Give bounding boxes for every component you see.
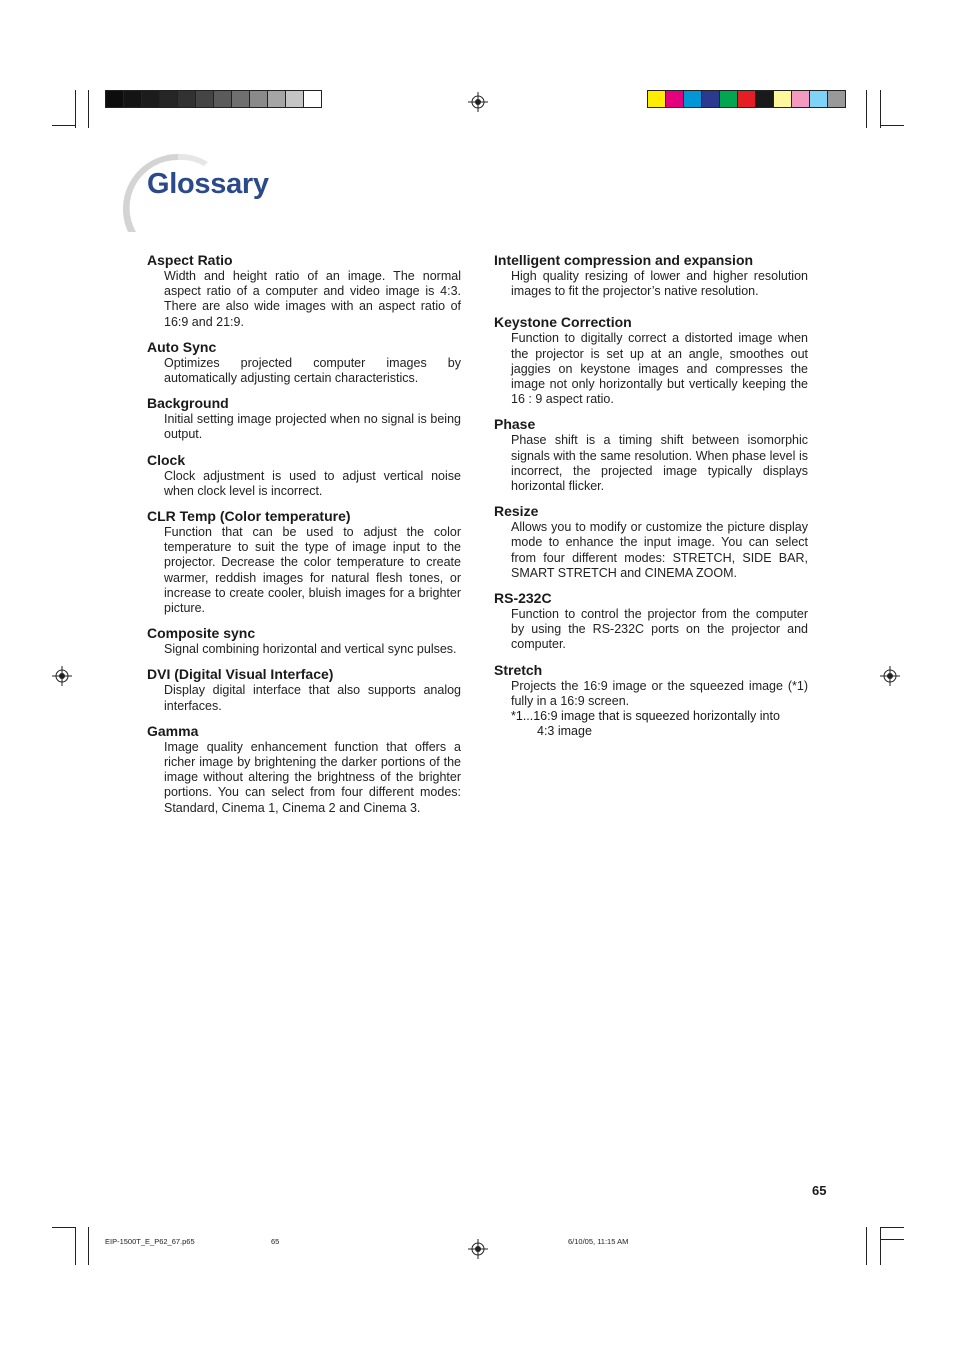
crop-mark (52, 125, 76, 126)
glossary-entry (494, 502, 808, 581)
page-number: 65 (812, 1183, 827, 1198)
crop-mark (880, 1227, 904, 1228)
footer-timestamp: 6/10/05, 11:15 AM (568, 1237, 629, 1246)
color-swatch (196, 91, 214, 107)
crop-mark (75, 90, 76, 128)
glossary-entry (147, 251, 461, 330)
glossary-definition: Width and height ratio of an image. The normal aspect ratio of a computer and video image is 4:3. There are also wide images with an aspect ratio of 16:9 and 21:9. (164, 269, 461, 329)
glossary-entry (147, 624, 461, 657)
glossary-entry (494, 589, 808, 653)
color-swatch (106, 91, 124, 107)
grayscale-calibration-bar (105, 90, 322, 108)
registration-target-icon (468, 92, 488, 112)
color-swatch (738, 91, 756, 107)
crop-mark (88, 90, 89, 128)
glossary-term: Background (147, 395, 229, 412)
color-swatch (178, 91, 196, 107)
footer-page: 65 (271, 1237, 280, 1246)
crop-mark (75, 1227, 76, 1265)
color-swatch (756, 91, 774, 107)
glossary-definition: Image quality enhancement function that offers a richer image by brightening the darker portions of the image without altering the brightness of the brighter portions. You can select from four different modes: Standard, Cinema 1, Cinema 2 and Cinema 3. (164, 739, 461, 815)
color-swatch (268, 91, 286, 107)
crop-mark (880, 125, 904, 126)
color-swatch (774, 91, 792, 107)
color-swatch (250, 91, 268, 107)
color-swatch (286, 91, 304, 107)
glossary-entry (494, 661, 808, 740)
crop-mark (880, 90, 881, 128)
color-swatch (142, 91, 160, 107)
glossary-entry (147, 451, 461, 499)
color-swatch (160, 91, 178, 107)
glossary-term: Keystone Correction (494, 314, 632, 331)
page-title: Glossary (147, 168, 269, 200)
glossary-term: Resize (494, 503, 539, 520)
crop-mark (866, 1227, 867, 1265)
crop-mark (88, 1227, 89, 1265)
crop-mark (866, 90, 867, 128)
color-swatch (232, 91, 250, 107)
color-swatch (792, 91, 810, 107)
footnote-line: 4:3 image (537, 724, 592, 739)
glossary-definition: Function to digitally correct a distorted image when the projector is set up at an angle, smoothes out jaggies on keystone images and compresses the image not only horizontally but vertically keeping the 16 : 9 aspect ratio. (511, 331, 808, 407)
glossary-term: RS-232C (494, 590, 552, 607)
footer-filename: EIP-1500T_E_P62_67.p65 (105, 1237, 195, 1246)
glossary-term: Phase (494, 416, 536, 433)
color-swatch (214, 91, 232, 107)
glossary-entry (147, 394, 461, 442)
glossary-definition: Optimizes projected computer images by automatically adjusting certain characteristics. (164, 355, 461, 386)
glossary-entry (147, 338, 461, 386)
glossary-definition: Function that can be used to adjust the color temperature to suit the type of image input to the projector. Decrease the color temperature to create warmer, reddish images for natural flesh tones, or increase to create cooler, bluish images for a brighter picture. (164, 525, 461, 616)
glossary-term: Auto Sync (147, 338, 217, 355)
color-swatch (720, 91, 738, 107)
glossary-definition: Clock adjustment is used to adjust vertical noise when clock level is incorrect. (164, 468, 461, 498)
glossary-definition: High quality resizing of lower and higher resolution images to fit the projector’s native resolution. (511, 269, 808, 299)
color-swatch (304, 91, 321, 107)
glossary-entry (147, 507, 461, 616)
glossary-definition: Initial setting image projected when no signal is being output. (164, 412, 461, 442)
registration-target-icon (880, 666, 900, 686)
glossary-term: Composite sync (147, 625, 256, 642)
glossary-definition: Display digital interface that also supports analog interfaces. (164, 683, 461, 713)
glossary-term: Clock (147, 451, 186, 468)
glossary-entry (147, 665, 461, 713)
glossary-definition: Phase shift is a timing shift between isomorphic signals with the same resolution. When phase level is incorrect, the projected image typically displays horizontal flicker. (511, 433, 808, 494)
color-swatch (810, 91, 828, 107)
glossary-definition: Projects the 16:9 image or the squeezed image (*1) fully in a 16:9 screen. (511, 678, 808, 708)
color-swatch (828, 91, 845, 107)
color-swatch (666, 91, 684, 107)
glossary-entry (494, 313, 808, 407)
registration-target-icon (468, 1239, 488, 1259)
color-swatch (702, 91, 720, 107)
glossary-left-column (147, 251, 461, 824)
color-swatch (684, 91, 702, 107)
color-swatch (648, 91, 666, 107)
glossary-term: Gamma (147, 722, 199, 739)
glossary-definition: Signal combining horizontal and vertical sync pulses. (164, 642, 457, 657)
glossary-entry (147, 722, 461, 816)
glossary-term: Intelligent compression and expansion (494, 252, 754, 268)
glossary-term: CLR Temp (Color temperature) (147, 508, 351, 525)
glossary-definition: Function to control the projector from the computer by using the RS-232C ports on the projector and computer. (511, 607, 808, 652)
crop-mark (880, 1239, 904, 1240)
color-calibration-bar (647, 90, 846, 108)
glossary-term: DVI (Digital Visual Interface) (147, 666, 334, 683)
glossary-definition: Allows you to modify or customize the picture display mode to enhance the input image. You can select from four different modes: STRETCH, SIDE BAR, SMART STRETCH and CINEMA ZOOM. (511, 520, 808, 580)
glossary-term: Stretch (494, 661, 543, 678)
crop-mark (52, 1227, 76, 1228)
crop-mark (880, 1227, 881, 1265)
color-swatch (124, 91, 142, 107)
glossary-entry (494, 415, 808, 494)
glossary-term: Aspect Ratio (147, 252, 233, 268)
glossary-right-column (494, 251, 808, 747)
registration-target-icon (52, 666, 72, 686)
glossary-entry (494, 251, 808, 299)
footnote-line: *1...16:9 image that is squeezed horizontally into (511, 709, 780, 724)
